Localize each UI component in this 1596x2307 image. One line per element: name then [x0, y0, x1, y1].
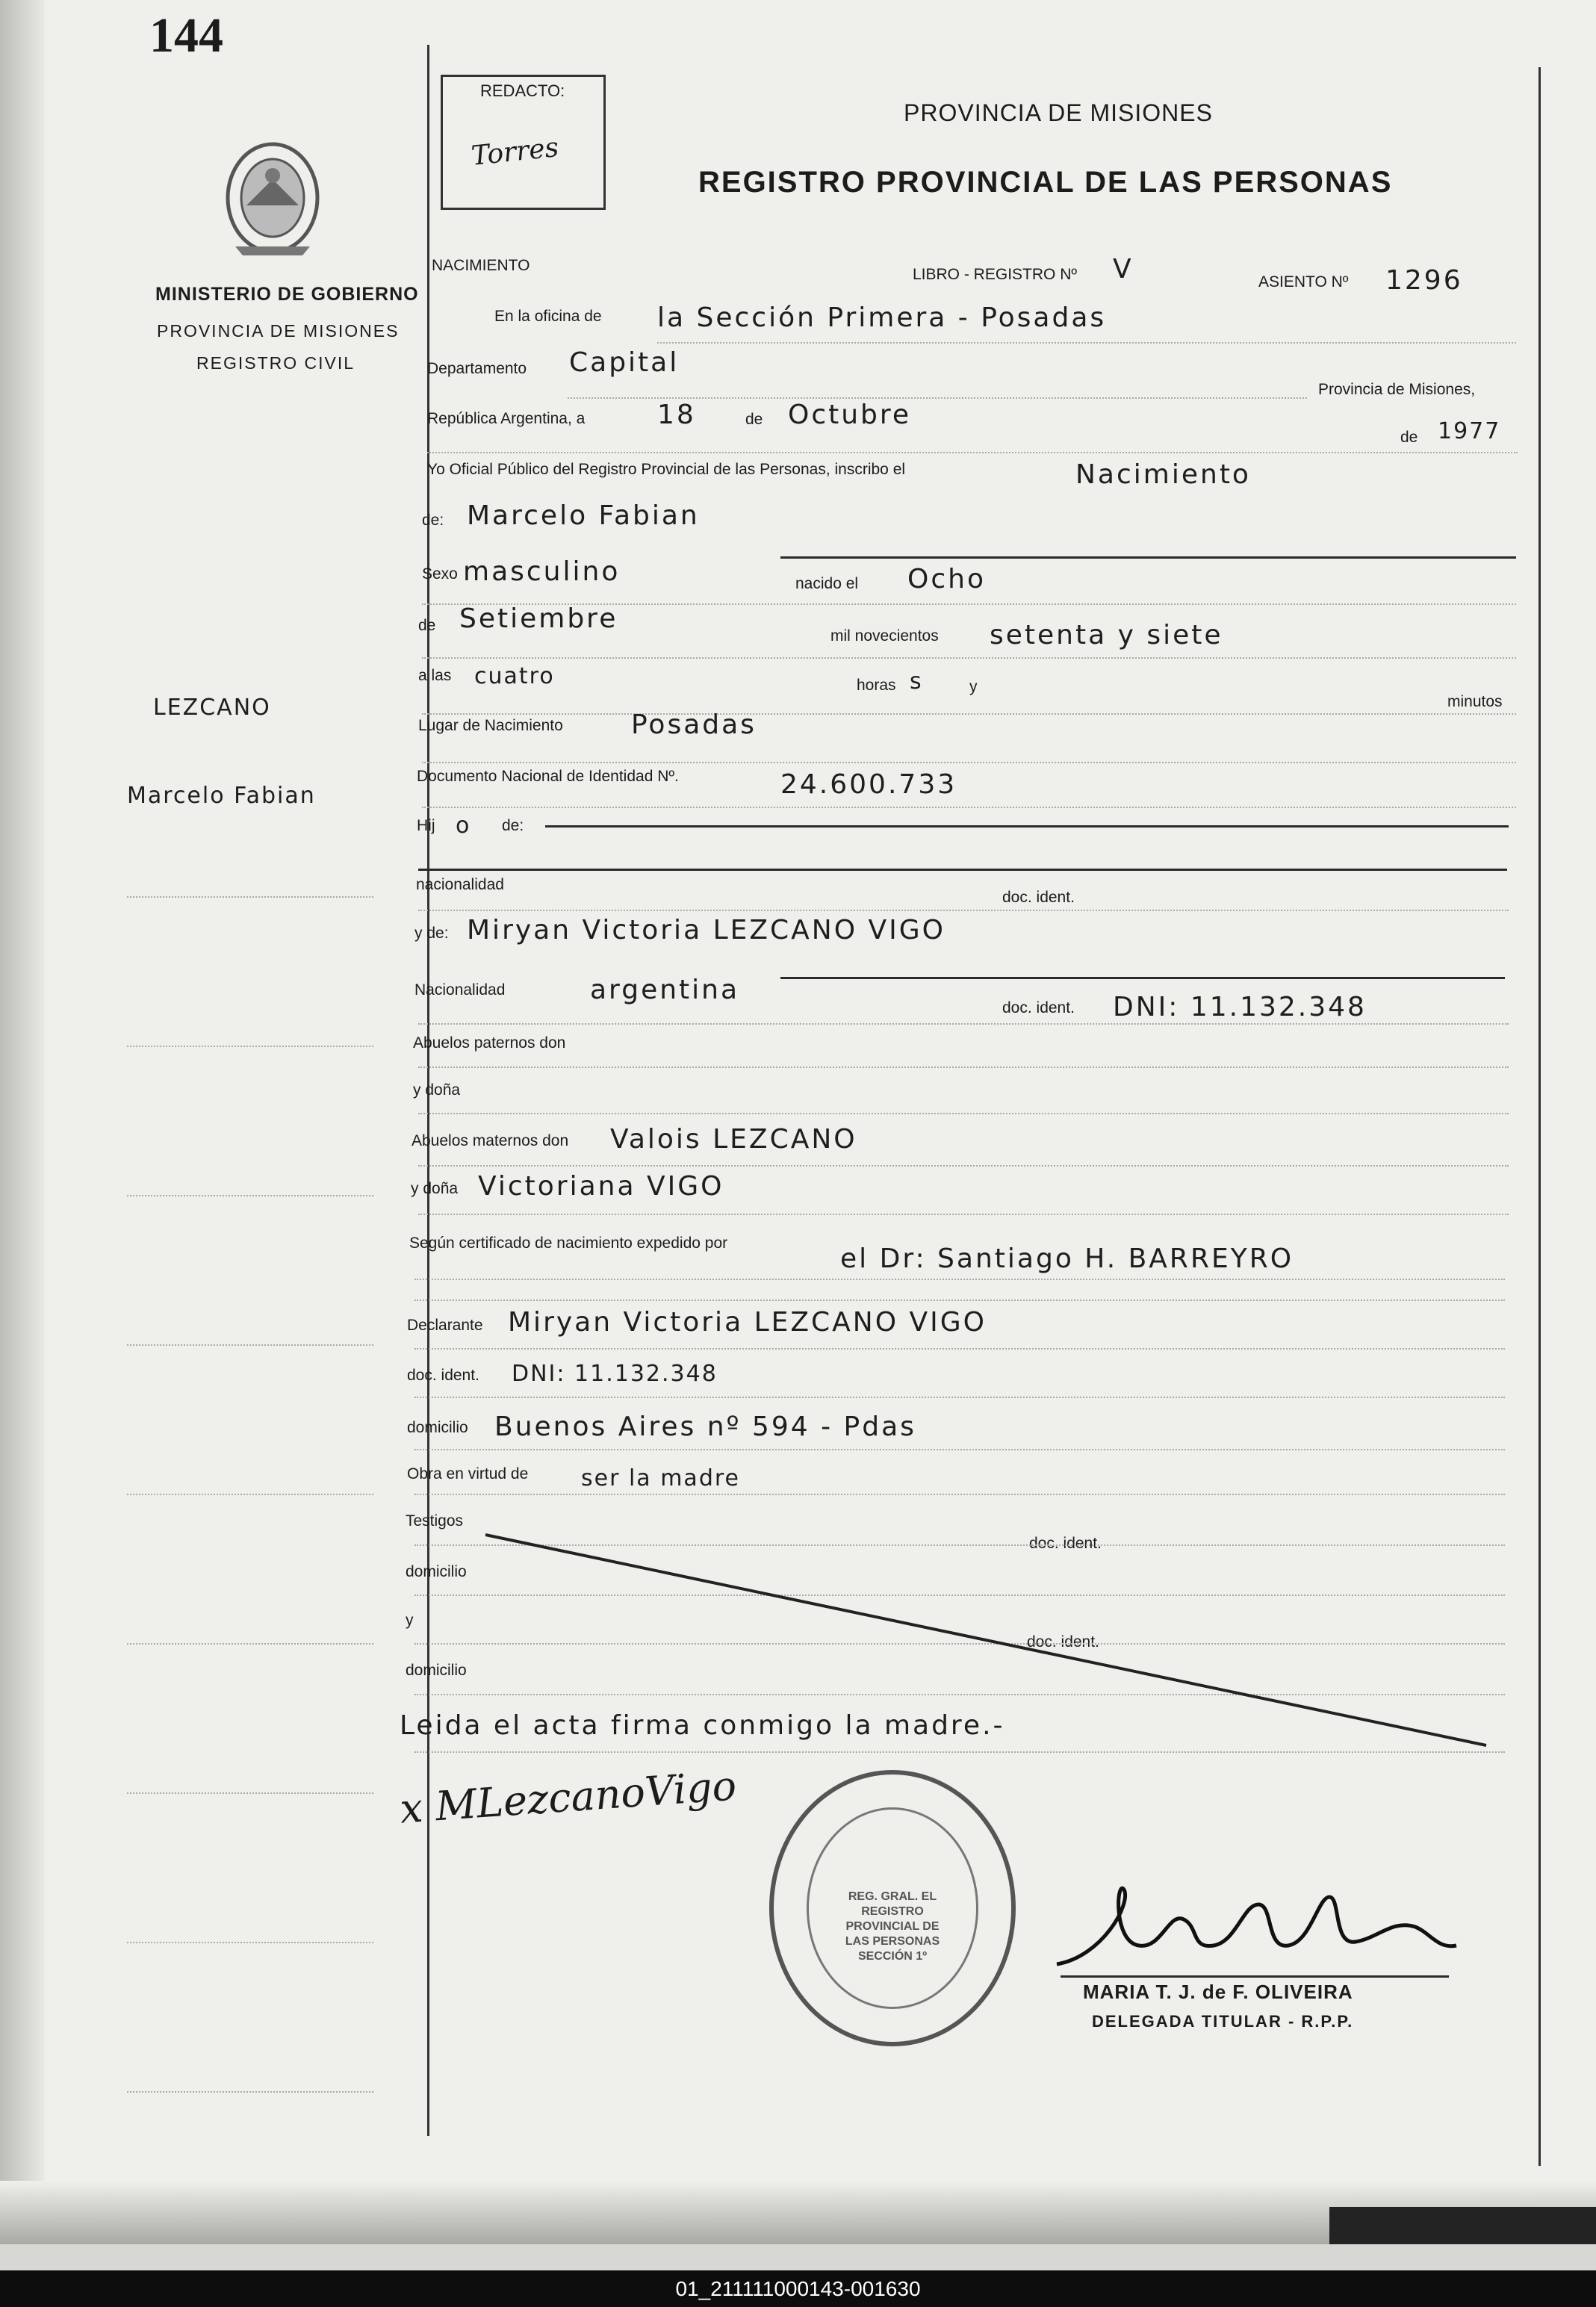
de-padres-label: de: — [502, 817, 524, 834]
ministry-registry: REGISTRO CIVIL — [196, 353, 355, 373]
margin-rule-line — [127, 896, 373, 898]
mes-value: Octubre — [788, 400, 912, 430]
de-nombre-label: de: — [422, 512, 444, 529]
nacido-dia-value: Ocho — [907, 564, 986, 594]
fill-line — [422, 762, 1516, 763]
page-edge-shadow — [0, 0, 45, 2244]
lugar-value: Posadas — [631, 710, 757, 740]
sexo-value: masculino — [463, 556, 621, 587]
oficina-value: la Sección Primera - Posadas — [657, 302, 1107, 333]
madre-doc-value: DNI: 11.132.348 — [1113, 992, 1367, 1022]
de-anio-label: de — [1400, 429, 1418, 446]
y-label: y — [969, 678, 978, 695]
margin-rule-line — [127, 1643, 373, 1645]
nacido-mes-value: Setiembre — [459, 603, 618, 634]
horas-label: horas — [857, 677, 896, 694]
hijo-label: Hij — [417, 817, 435, 834]
abuela-materna-value: Victoriana VIGO — [478, 1171, 724, 1202]
abuelo-materno-value: Valois LEZCANO — [610, 1124, 857, 1155]
redacto-value: Torres — [470, 131, 560, 173]
minutos-label: minutos — [1447, 693, 1503, 710]
domicilio1-label: domicilio — [407, 1419, 468, 1436]
ministry-province: PROVINCIA DE MISIONES — [157, 321, 400, 341]
margin-surname: LEZCANO — [153, 695, 271, 721]
fill-line — [418, 1066, 1509, 1068]
declarante-label: Declarante — [407, 1317, 483, 1334]
doc-ident5-label: doc. ident. — [1027, 1633, 1099, 1651]
right-rule — [1538, 67, 1541, 2166]
fill-line — [422, 713, 1516, 715]
seal-text: REG. GRAL. EL REGISTRO PROVINCIAL DE LAS PERSONAS SECCIÓN 1º — [845, 1890, 940, 1963]
fill-line — [422, 807, 1516, 808]
inscribe-value: Nacimiento — [1075, 459, 1251, 490]
horas-suffix: s — [910, 668, 923, 695]
margin-rule-line — [127, 1792, 373, 1794]
fill-line — [418, 1165, 1509, 1167]
rule-line — [545, 825, 1509, 828]
obra-value: ser la madre — [581, 1465, 740, 1491]
libro-value: V — [1113, 254, 1134, 285]
departamento-value: Capital — [569, 347, 680, 378]
fill-line — [414, 1397, 1505, 1398]
fill-line — [568, 397, 1307, 399]
testigos-label: Testigos — [406, 1512, 464, 1530]
fill-line — [414, 1494, 1505, 1495]
sexo-label: Sexo — [422, 565, 458, 583]
margin-rule-line — [127, 1195, 373, 1196]
fill-line — [422, 657, 1516, 659]
y-dona1-label: y doña — [413, 1081, 461, 1099]
fill-line — [418, 1023, 1509, 1025]
image-id-caption: 01_211111000143-001630 — [0, 2270, 1596, 2307]
abuelos-mat-label: Abuelos maternos don — [412, 1132, 569, 1149]
official-signature-icon — [1042, 1875, 1460, 1987]
y-de-label: y de: — [414, 925, 449, 942]
segun-label: Según certificado de nacimiento expedido por — [409, 1235, 728, 1252]
asiento-label: ASIENTO Nº — [1258, 273, 1349, 291]
redacto-box — [441, 75, 606, 210]
anio-value: 1977 — [1438, 418, 1501, 444]
leida-value: Leida el acta firma conmigo la madre.- — [400, 1710, 1005, 1741]
declarante-doc-value: DNI: 11.132.348 — [512, 1361, 718, 1387]
provincia-label: Provincia de Misiones, — [1318, 381, 1476, 398]
doc-ident2-label: doc. ident. — [1002, 999, 1075, 1016]
nacionalidad2-label: Nacionalidad — [414, 981, 506, 999]
ministry-heading: MINISTERIO DE GOBIERNO — [155, 284, 419, 305]
de-mes-label: de — [418, 617, 436, 634]
nacido-label: nacido el — [795, 575, 859, 592]
margin-rule-line — [127, 1494, 373, 1495]
certificado-value: el Dr: Santiago H. BARREYRO — [840, 1243, 1294, 1274]
republica-label: República Argentina, a — [427, 410, 586, 427]
nacimiento-label: NACIMIENTO — [432, 257, 530, 274]
registry-title: REGISTRO PROVINCIAL DE LAS PERSONAS — [698, 166, 1393, 199]
domicilio-value: Buenos Aires nº 594 - Pdas — [494, 1412, 916, 1442]
nombre-value: Marcelo Fabian — [467, 500, 700, 531]
declarante-value: Miryan Victoria LEZCANO VIGO — [508, 1307, 987, 1338]
fill-line — [414, 1751, 1505, 1753]
doc-ident1-label: doc. ident. — [1002, 889, 1075, 906]
rule-line — [418, 869, 1507, 871]
doc-ident4-label: doc. ident. — [1029, 1535, 1102, 1552]
province-heading: PROVINCIA DE MISIONES — [904, 99, 1213, 126]
margin-rule-line — [127, 1942, 373, 1943]
departamento-label: Departamento — [427, 360, 527, 377]
dia-value: 18 — [657, 400, 696, 430]
official-role: DELEGADA TITULAR - R.P.P. — [1092, 2012, 1354, 2031]
margin-rule-line — [127, 1344, 373, 1346]
madre-nacionalidad-value: argentina — [590, 975, 740, 1005]
fill-line — [418, 1214, 1509, 1215]
margin-rule-line — [127, 1046, 373, 1047]
fill-line — [414, 1279, 1505, 1280]
fill-line — [414, 1449, 1505, 1450]
coat-of-arms-icon — [217, 134, 329, 261]
abuelos-pat-label: Abuelos paternos don — [413, 1034, 566, 1052]
fill-line — [418, 1113, 1509, 1114]
margin-names: Marcelo Fabian — [127, 783, 316, 809]
declarant-signature: x MLezcanoVigo — [398, 1762, 738, 1833]
doc-ident3-label: doc. ident. — [407, 1367, 479, 1384]
nacido-anio-value: setenta y siete — [990, 620, 1223, 651]
rule-line — [780, 556, 1516, 559]
official-name: MARIA T. J. de F. OLIVEIRA — [1083, 1981, 1353, 2003]
folio-number: 144 — [149, 8, 223, 63]
domicilio2-label: domicilio — [406, 1563, 467, 1580]
fill-line — [414, 1300, 1505, 1301]
fill-line — [418, 910, 1509, 911]
asiento-value: 1296 — [1385, 265, 1463, 296]
a-las-label: a las — [418, 667, 452, 684]
obra-label: Obra en virtud de — [407, 1465, 529, 1482]
hijo-suffix: o — [456, 813, 471, 839]
dni-label: Documento Nacional de Identidad Nº. — [417, 768, 679, 785]
fill-line — [427, 452, 1518, 453]
oficina-label: En la oficina de — [494, 308, 602, 325]
mil-label: mil novecientos — [830, 627, 939, 645]
libro-label: LIBRO - REGISTRO Nº — [913, 266, 1078, 283]
rule-line — [780, 977, 1505, 979]
scan-border — [1329, 2207, 1596, 2244]
redacto-label: REDACTO: — [480, 81, 565, 100]
de-label: de — [745, 411, 763, 428]
dni-value: 24.600.733 — [780, 769, 957, 800]
y-dona2-label: y doña — [411, 1180, 459, 1197]
domicilio3-label: domicilio — [406, 1662, 467, 1679]
fill-line — [414, 1348, 1505, 1350]
hora-value: cuatro — [474, 663, 555, 689]
y2-label: y — [406, 1612, 414, 1629]
lugar-label: Lugar de Nacimiento — [418, 717, 563, 734]
madre-value: Miryan Victoria LEZCANO VIGO — [467, 915, 946, 946]
yo-oficial-label: Yo Oficial Público del Registro Provincial de las Personas, inscribo el — [427, 461, 906, 478]
nacionalidad1-label: nacionalidad — [416, 876, 504, 893]
margin-rule-line — [127, 2091, 373, 2093]
signature-line — [1061, 1975, 1449, 1978]
fill-line — [657, 342, 1516, 344]
